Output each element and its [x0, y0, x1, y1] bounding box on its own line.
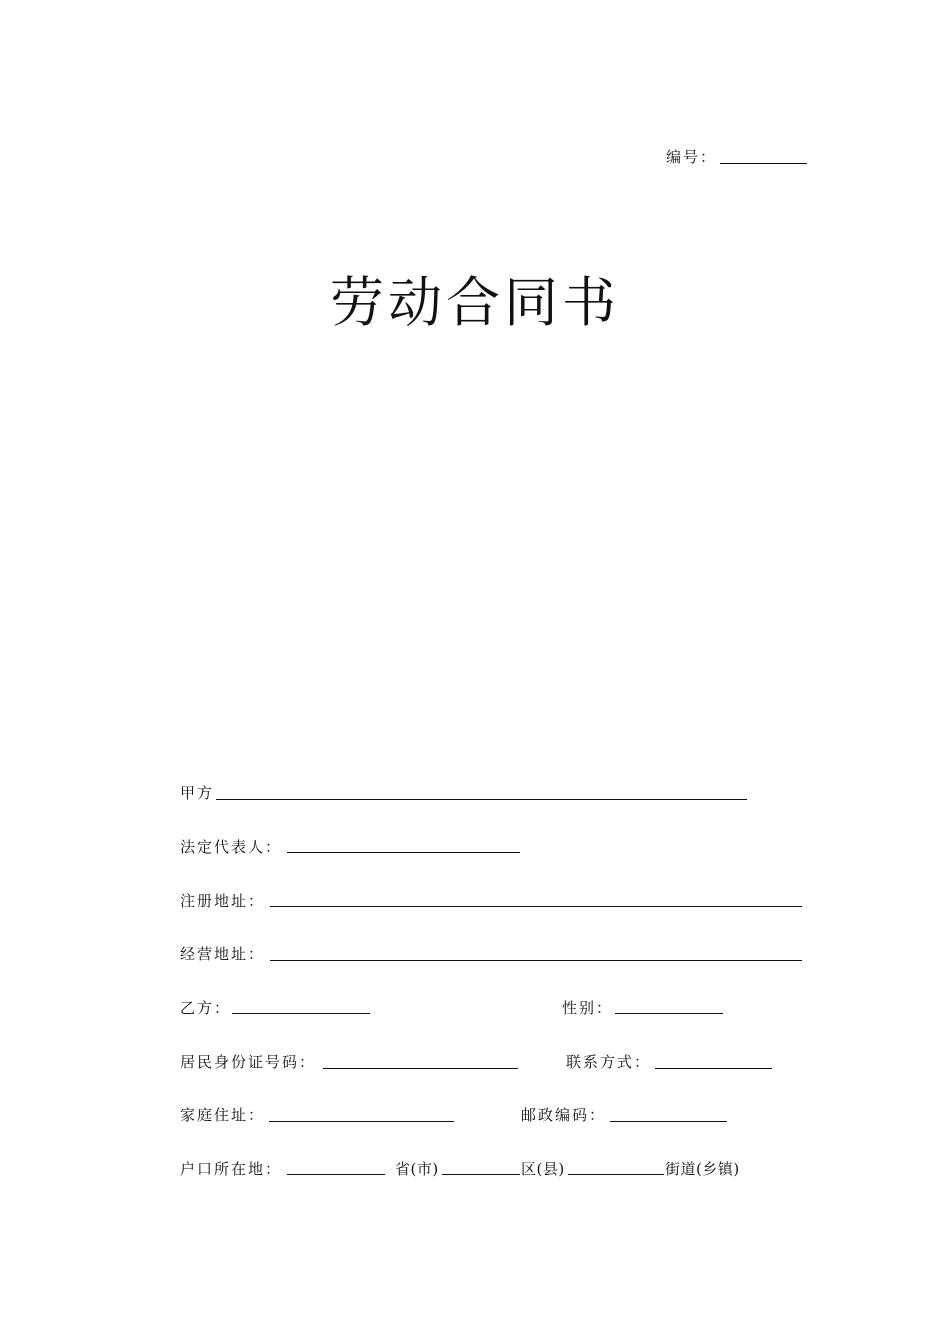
business-address-label: 经营地址： [180, 945, 266, 963]
hukou-street-field[interactable] [568, 1174, 664, 1175]
gender-label: 性别： [562, 999, 614, 1017]
district-label: 区(县) [521, 1160, 565, 1178]
contract-number-field[interactable] [720, 163, 807, 164]
document-title: 劳动合同书 [330, 271, 620, 334]
business-address-field[interactable] [270, 960, 802, 961]
street-label: 街道(乡镇) [665, 1160, 740, 1178]
contact-label: 联系方式： [566, 1053, 652, 1071]
id-number-field[interactable] [323, 1068, 518, 1069]
hukou-label: 户口所在地： [180, 1160, 283, 1178]
home-address-label: 家庭住址： [180, 1106, 266, 1124]
party-a-label: 甲方 [180, 784, 215, 802]
postal-code-field[interactable] [610, 1121, 727, 1122]
contract-number-label: 编号： [666, 148, 718, 166]
home-address-field[interactable] [269, 1121, 454, 1122]
legal-rep-field[interactable] [287, 852, 520, 853]
hukou-district-field[interactable] [442, 1174, 520, 1175]
id-number-label: 居民身份证号码： [180, 1053, 317, 1071]
contact-field[interactable] [655, 1068, 772, 1069]
gender-field[interactable] [615, 1013, 723, 1014]
party-b-label: 乙方： [180, 999, 232, 1017]
postal-code-label: 邮政编码： [521, 1106, 607, 1124]
province-label: 省(市) [395, 1160, 439, 1178]
party-b-field[interactable] [232, 1013, 370, 1014]
hukou-province-field[interactable] [287, 1174, 385, 1175]
registered-address-label: 注册地址： [180, 892, 266, 910]
legal-rep-label: 法定代表人： [180, 838, 283, 856]
party-a-field[interactable] [216, 799, 747, 800]
registered-address-field[interactable] [270, 906, 802, 907]
